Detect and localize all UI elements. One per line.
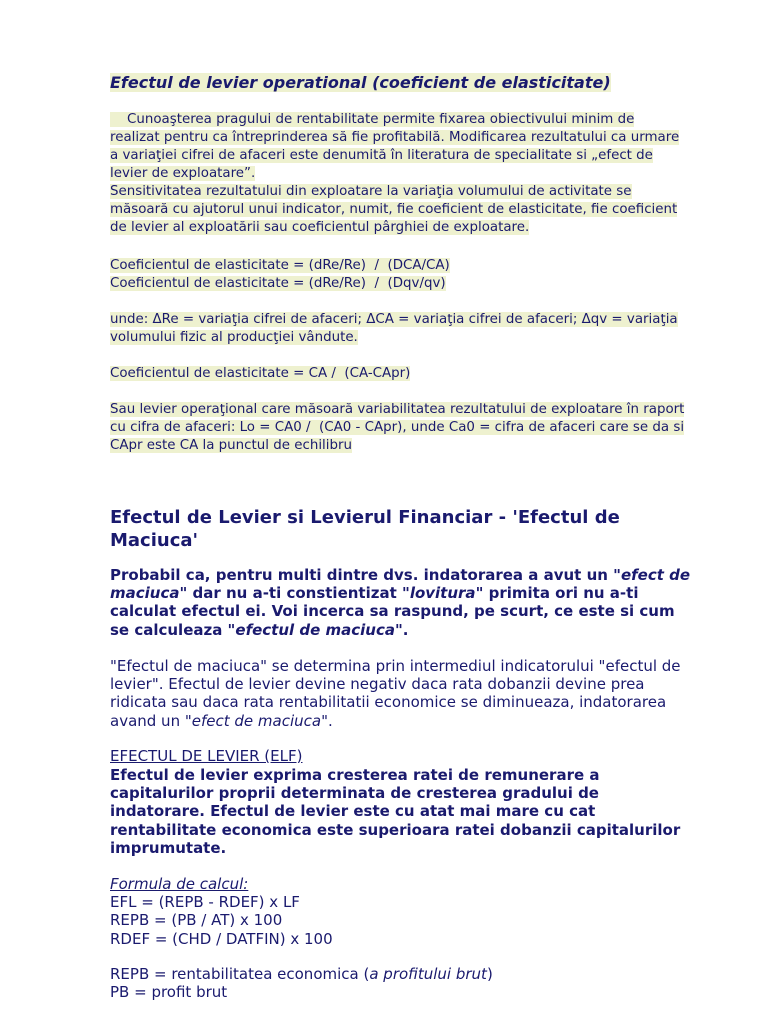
text-line: Sau levier operaţional care măsoară variabilitatea rezultatului de exploatare în raport xyxy=(110,402,685,417)
elf-definition xyxy=(110,766,710,857)
text-line: Efectul de levier exprima cresterea ratei de remunerare a xyxy=(110,766,600,784)
formula-label: Formula de calcul: xyxy=(110,875,249,893)
section1-intro-paragraph xyxy=(110,111,720,237)
text-line: levier". Efectul de levier devine negativ daca rata dobanzii devine prea xyxy=(110,675,645,694)
formula-line: Coeficientul de elasticitate = (dRe/Re) / (Dqv/qv) xyxy=(110,276,446,291)
section1-title-text: Efectul de levier operational (coeficient de elasticitate) xyxy=(110,73,611,92)
variable-definitions xyxy=(110,965,710,1001)
text-line: cu cifra de afaceri: Lo = CA0 / (CA0 - CApr), unde Ca0 = cifra de afaceri care se da si xyxy=(110,420,685,435)
formula-line: RDEF = (CHD / DATFIN) x 100 xyxy=(110,929,333,948)
formula-line: REPB = (PB / AT) x 100 xyxy=(110,911,283,930)
text-line: unde: ΔRe = variaţia cifrei de afaceri; ΔCA = variaţia cifrei de afaceri; Δqv = variaţia xyxy=(110,312,678,327)
text-line: realizat pentru ca întreprinderea să fie profitabilă. Modificarea rezultatului ca urmare xyxy=(110,130,680,145)
elf-heading: EFECTUL DE LEVIER (ELF) xyxy=(110,747,303,765)
text-line: CApr este CA la punctul de echilibru xyxy=(110,438,352,453)
text-line: Probabil ca, pentru multi dintre dvs. indatorarea a avut un "efect de xyxy=(110,566,691,584)
text-line: maciuca" dar nu a-ti constientizat "lovitura" primita ori nu a-ti xyxy=(110,584,639,603)
calculation-formulas xyxy=(110,875,710,948)
definition-line: REPB = rentabilitatea economica (a profitului brut) xyxy=(110,965,493,983)
text-line: Sensitivitatea rezultatului din exploatare la variaţia volumului de activitate se xyxy=(110,184,632,199)
text-line: de levier al exploatării sau coeficientul pârghiei de exploatare. xyxy=(110,220,530,235)
text-line: măsoară cu ajutorul unui indicator, numit, fie coeficient de elasticitate, fie coeficient xyxy=(110,202,678,217)
formula-line: EFL = (REPB - RDEF) x LF xyxy=(110,893,300,912)
text-line: ridicata sau daca rata rentabilitatii economice se diminueaza, indatorarea xyxy=(110,693,667,712)
text-line: indatorare. Efectul de levier este cu atat mai mare cu cat xyxy=(110,802,596,821)
where-definitions xyxy=(110,311,720,347)
maciuca-paragraph xyxy=(110,657,710,730)
text-line: avand un "efect de maciuca". xyxy=(110,711,333,730)
formula-line: Coeficientul de elasticitate = (dRe/Re) / (DCA/CA) xyxy=(110,258,450,273)
elasticity-formula-3 xyxy=(110,365,720,383)
text-line: se calculeaza "efectul de maciuca". xyxy=(110,620,409,639)
formula-line: Coeficientul de elasticitate = CA / (CA-CApr) xyxy=(110,366,411,381)
text-line: calculat efectul ei. Voi incerca sa raspund, pe scurt, ce este si cum xyxy=(110,602,675,621)
section2-title xyxy=(110,506,710,552)
title-line: Maciuca' xyxy=(110,530,199,551)
text-line: Cunoaşterea pragului de rentabilitate permite fixarea obiectivului minim de xyxy=(110,112,635,127)
section1-title xyxy=(110,72,720,94)
text-line: "Efectul de maciuca" se determina prin intermediul indicatorului "efectul de xyxy=(110,657,681,675)
elasticity-formulas xyxy=(110,257,720,293)
text-line: levier de exploatare”. xyxy=(110,166,256,181)
text-line: rentabilitate economica este superioara ratei dobanzii capitalurilor xyxy=(110,820,681,839)
text-line: capitalurilor proprii determinata de cresterea gradului de xyxy=(110,784,599,803)
operational-leverage-paragraph xyxy=(110,401,720,455)
text-line: volumului fizic al producţiei vândute. xyxy=(110,330,358,345)
definition-line: PB = profit brut xyxy=(110,983,228,1002)
text-line: a variaţiei cifrei de afaceri este denumită în literatura de specialitate si „efect de xyxy=(110,148,653,163)
title-line: Efectul de Levier si Levierul Financiar - 'Efectul de xyxy=(110,507,620,528)
intro-paragraph xyxy=(110,566,710,639)
text-line: imprumutate. xyxy=(110,838,227,857)
